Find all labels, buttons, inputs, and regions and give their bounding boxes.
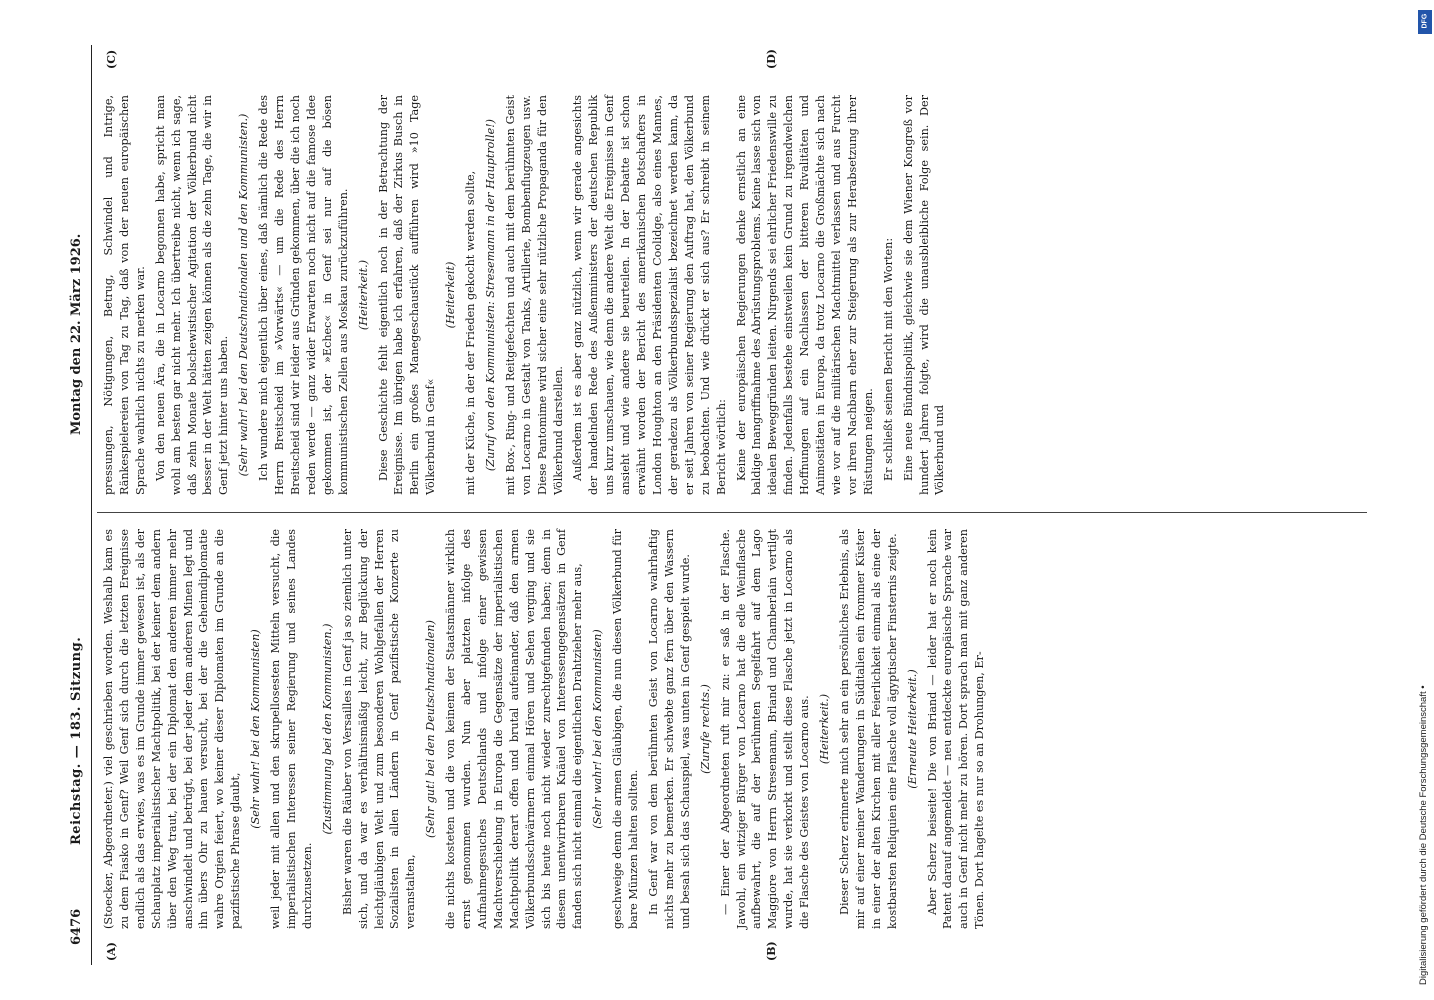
margin-marker-a: (A) bbox=[105, 942, 118, 961]
interjection: (Sehr wahr! bei den Deutschnationalen und den Kommunisten.) bbox=[237, 113, 251, 477]
interjection: (Zuruf von den Kommunisten: Stresemann in der Hauptrolle!) bbox=[483, 118, 497, 472]
interjection: (Erneute Heiterkeit.) bbox=[905, 669, 919, 789]
paragraph: Bisher waren die Räuber von Versailles in Genf ja so ziemlich unter sich, und da war es verhältnismäßig leicht, zur Beglückung der leichtgläubigen Welt und zum besonderen Wohlgefallen der Herren Sozialisten in allen Ländern in Genf pazifistische Konzerte zu veranstalten, bbox=[340, 529, 418, 929]
interjection: (Zurufe rechts.) bbox=[698, 684, 712, 774]
paragraph: geschweige denn die armen Gläubigen, die nun diesen Völkerbund für bare Münzen halten sollten. bbox=[611, 529, 641, 929]
paragraph: mit der Küche, in der der Frieden gekocht werden sollte, bbox=[464, 170, 478, 495]
paragraph: Ich wundere mich eigentlich über eines, daß nämlich die Rede des Herrn Breitscheid im »Vorwärts« — um die Rede des Herrn Breitscheid sind wir leider aus Gründen gekommen, über die ich noch reden werde — ganz wider Erwarten noch nicht auf die famose Idee gekommen ist, der »Echec« in Genf sei nur auf die bösen kommunistischen Zellen aus Moskau zurückzuführen. bbox=[257, 95, 350, 495]
paragraph: Aber Scherz beiseite! Die von Briand — leider hat er noch kein Patent darauf angemeldet — neu entdeckte europäische Sprache war auch in Genf nicht mehr zu hören. Dort sprach man mit ganz anderen Tönen. Dort hagelte es nur so an Drohungen, Er- bbox=[925, 529, 987, 929]
column-divider bbox=[97, 512, 1367, 513]
quotation: Keine der europäischen Regierungen denke ernstlich an eine baldige Inangriffnahme des Abrüstungsproblems. Keine lasse sich von idealen Beweggründen leiten. Nirgends sei ehrlicher Friedenswille zu finden. Jedenfalls bestehe einstweilen kein Grund zu irgendwelchen Hoffnungen auf ein Nachlassen der bitteren Rivalitäten und Animositäten in Europa, da trotz Locarno die Großmächte sich nach wie vor auf die militärischen Machtmittel verlassen und aus Furcht vor ihren Nachbarn eher zur Steigerung als zur Herabsetzung ihrer Rüstungen neigen. bbox=[734, 95, 875, 495]
margin-marker-d: (D) bbox=[765, 49, 778, 69]
margin-marker-b: (B) bbox=[765, 941, 778, 961]
paragraph: pressungen, Nötigungen, Betrug, Schwindel und Intrige, Ränkespielereien von Tag zu Tag, daß von der neuen europäischen Sprache wahrlich nichts zu merken war. bbox=[102, 95, 147, 495]
interjection: (Zustimmung bei den Kommunisten.) bbox=[320, 623, 334, 835]
paragraph: Dieser Scherz erinnerte mich sehr an ein persönliches Erlebnis, als mir auf einer meiner Wanderungen in Süditalien ein frommer Küster in einer der alten Kirchen mit aller Feierlichkeit einmal als eine der kostbarsten Reliquien eine Flasche voll ägyptischer Finsternis zeigte. bbox=[837, 529, 899, 929]
dfg-logo: DFG bbox=[1418, 10, 1432, 34]
rotated-page bbox=[65, 45, 1375, 965]
paragraph: Er schließt seinen Bericht mit den Worten: bbox=[881, 237, 895, 481]
interjection: (Heiterkeit.) bbox=[818, 693, 832, 765]
paragraph: die nichts kosteten und die von keinem der Staatsmänner wirklich ernst genommen wurden. Nun aber platzten infolge des Aufnahmegesuches Deutschlands und infolge einer gewissen Machtverschiebung in Europa die Gegensätze der imperialistischen Machtpolitik derart offen und brutal aufeinander, daß den armen Völkerbundsschwärmern einmal Hören und Sehen verging und sie sich bis heute noch nicht wieder zurechtgefunden haben; denn in diesem unentwirrbaren Knäuel von Interessengegensätzen in Genf fanden sich nicht einmal die eigentlichen Drahtzieher mehr aus, bbox=[444, 529, 585, 929]
interjection: (Sehr wahr! bei den Kommunisten) bbox=[591, 629, 605, 829]
paragraph: Diese Geschichte fehlt eigentlich noch in der Betrachtung der Ereignisse. Im übrigen habe ich erfahren, daß der Zirkus Busch in Berlin ein großes Manegeschaustück aufführen wird »10 Tage Völkerbund in Genf« bbox=[376, 95, 438, 495]
interjection: (Heiterkeit) bbox=[444, 261, 458, 329]
interjection: (Sehr wahr! bei den Kommunisten) bbox=[249, 629, 263, 829]
paragraph: Von den neuen Ära, die in Locarno begonnen habe, spricht man wohl am besten gar nicht mehr. Ich übertreibe nicht, wenn ich sage, daß zehn Monate bolschewistischer Agitation der Völkerbund nicht besser in der Welt hätten zeigen können als die zehn Tage, die wir in Genf jetzt hinter uns haben. bbox=[153, 95, 231, 495]
header-title: Reichstag. — 183. Sitzung. bbox=[69, 636, 84, 845]
interjection: (Sehr gut! bei den Deutschnationalen) bbox=[424, 620, 438, 838]
paragraph: Außerdem ist es aber ganz nützlich, wenn wir gerade angesichts der handelnden Rede des Außenministers der deutschen Republik uns kurz umschauen, wie denn die andere Welt die Ereignisse in Genf ansieht und wie andere sie beurteilen. In der Debatte ist schon erwähnt worden der Bericht des amerikanischen Botschafters in London Houghton an den Präsidenten Coolidge, also eines Mannes, der geradezu als Völkerbundsspezialist bezeichnet werden kann, da er seit Jahren von seiner Regierung den Auftrag hat, den Völkerbund zu beobachten. Und wie drückt er sich aus? Er schreibt in seinem Bericht wörtlich: bbox=[571, 95, 728, 495]
header-date: Montag den 22. März 1926. bbox=[69, 233, 84, 435]
paragraph: mit Box-, Ring- und Reitgefechten und auch mit dem berühmten Geist von Locarno in Gestalt von Tanks, Artillerie, Bombenflugzeugen usw. Diese Pantomime wird sicher eine sehr nützliche Propaganda für den Völkerbund darstellen. bbox=[503, 95, 565, 495]
digitization-credit: Digitalisierung gefördert durch die Deutsche Forschungsgemeinschaft • bbox=[1418, 685, 1429, 985]
page-number: 6476 bbox=[69, 908, 84, 945]
paragraph: weil jeder mit allen und den skrupellosesten Mitteln versucht, die imperialistischen Interessen seiner Regierung und seines Landes durchzusetzen. bbox=[269, 529, 314, 929]
running-header bbox=[65, 45, 92, 965]
margin-marker-c: (C) bbox=[105, 49, 118, 69]
interjection: (Heiterkeit.) bbox=[356, 259, 370, 331]
text-column-left bbox=[101, 529, 992, 929]
quotation: Eine neue Bündnispolitik, gleichwie sie dem Wiener Kongreß vor hundert Jahren folgte, wird die unausbleibliche Folge sein. Der Völkerbund und bbox=[901, 95, 947, 495]
paragraph: (Stoecker, Abgeordneter.) viel geschrieben worden. Weshalb kam es zu dem Fiasko in Genf? Weil Genf sich durch die letzten Ereignisse endlich als das erwies, was es im Grunde immer gewesen ist, als der Schauplatz imperialistischer Machtpolitik, bei der keiner dem andern über den Weg traut, bei der ein Diplomat den anderen immer mehr anschwindelt und betrügt, bei der jeder dem anderen Minen legt und ihn übers Ohr zu hauen versucht, bei der die Geheimdiplomatie wahre Orgien feiert, wo keiner dieser Diplomaten im Grunde an die pazifistische Phrase glaubt, bbox=[102, 529, 243, 929]
paragraph: — Einer der Abgeordneten ruft mir zu: er saß in der Flasche. Jawohl, ein witziger Bürger von Locarno hat die edle Weinflasche aufbewahrt, die auf der berühmten Segelfahrt auf dem Lago Maggiore von Herrn Stresemann, Briand und Chamberlain vertilgt wurde, hat sie verkorkt und stellt diese Flasche jetzt in Locarno als die Flasche des Geistes von Locarno aus. bbox=[718, 529, 812, 929]
paragraph: In Genf war von dem berühmten Geist von Locarno wahrhaftig nichts mehr zu bemerken. Er schwebte ganz fern über den Wassern und besah sich das Schauspiel, was unten in Genf gespielt wurde. bbox=[647, 529, 692, 929]
text-column-right bbox=[101, 95, 952, 495]
